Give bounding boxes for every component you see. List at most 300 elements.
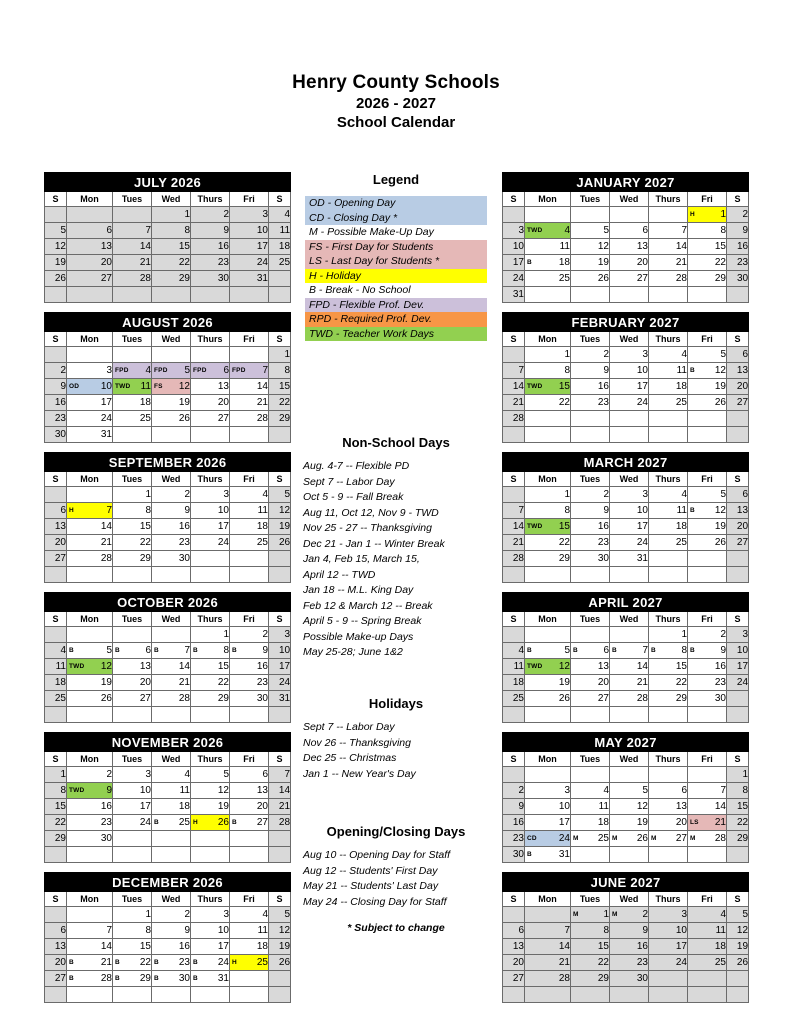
day-cell[interactable] [727,239,749,255]
day-cell[interactable] [649,675,688,691]
day-cell[interactable] [610,379,649,395]
day-cell[interactable] [503,799,525,815]
day-cell[interactable] [191,411,230,427]
day-cell[interactable] [269,519,291,535]
day-cell[interactable] [230,363,269,379]
day-cell[interactable] [525,675,571,691]
day-cell[interactable] [571,923,610,939]
day-cell[interactable] [191,255,230,271]
day-cell[interactable] [45,395,67,411]
day-cell[interactable] [610,659,649,675]
day-cell[interactable] [191,815,230,831]
day-cell[interactable] [191,799,230,815]
day-cell[interactable] [571,659,610,675]
day-cell[interactable] [113,675,152,691]
day-cell[interactable] [191,627,230,643]
day-cell[interactable] [269,659,291,675]
day-cell[interactable] [45,643,67,659]
day-cell[interactable] [525,847,571,863]
day-cell[interactable] [525,923,571,939]
day-cell[interactable] [727,643,749,659]
day-cell[interactable] [67,799,113,815]
day-cell[interactable] [230,627,269,643]
day-cell[interactable] [67,815,113,831]
day-cell[interactable] [67,519,113,535]
day-cell[interactable] [67,503,113,519]
day-cell[interactable] [152,255,191,271]
day-cell[interactable] [727,783,749,799]
day-cell[interactable] [269,503,291,519]
day-cell[interactable] [230,783,269,799]
day-cell[interactable] [67,255,113,271]
day-cell[interactable] [571,395,610,411]
day-cell[interactable] [113,271,152,287]
day-cell[interactable] [45,799,67,815]
day-cell[interactable] [191,971,230,987]
day-cell[interactable] [45,519,67,535]
day-cell[interactable] [610,255,649,271]
day-cell[interactable] [503,287,525,303]
day-cell[interactable] [67,955,113,971]
day-cell[interactable] [727,907,749,923]
day-cell[interactable] [571,971,610,987]
day-cell[interactable] [525,271,571,287]
day-cell[interactable] [191,939,230,955]
day-cell[interactable] [649,271,688,287]
day-cell[interactable] [269,767,291,783]
day-cell[interactable] [152,955,191,971]
day-cell[interactable] [152,239,191,255]
day-cell[interactable] [503,783,525,799]
day-cell[interactable] [688,815,727,831]
day-cell[interactable] [269,223,291,239]
day-cell[interactable] [152,799,191,815]
day-cell[interactable] [610,923,649,939]
day-cell[interactable] [269,363,291,379]
day-cell[interactable] [269,815,291,831]
day-cell[interactable] [67,271,113,287]
day-cell[interactable] [727,675,749,691]
day-cell[interactable] [113,223,152,239]
day-cell[interactable] [152,223,191,239]
day-cell[interactable] [113,691,152,707]
day-cell[interactable] [67,767,113,783]
day-cell[interactable] [230,939,269,955]
day-cell[interactable] [230,271,269,287]
day-cell[interactable] [45,783,67,799]
day-cell[interactable] [503,659,525,675]
day-cell[interactable] [525,831,571,847]
day-cell[interactable] [152,379,191,395]
day-cell[interactable] [649,691,688,707]
day-cell[interactable] [571,255,610,271]
day-cell[interactable] [269,535,291,551]
day-cell[interactable] [571,815,610,831]
day-cell[interactable] [230,955,269,971]
day-cell[interactable] [113,955,152,971]
day-cell[interactable] [727,831,749,847]
day-cell[interactable] [152,487,191,503]
day-cell[interactable] [230,255,269,271]
day-cell[interactable] [191,907,230,923]
day-cell[interactable] [649,503,688,519]
day-cell[interactable] [610,939,649,955]
day-cell[interactable] [503,255,525,271]
day-cell[interactable] [727,207,749,223]
day-cell[interactable] [571,643,610,659]
day-cell[interactable] [191,519,230,535]
day-cell[interactable] [525,503,571,519]
day-cell[interactable] [503,535,525,551]
day-cell[interactable] [525,659,571,675]
day-cell[interactable] [503,955,525,971]
day-cell[interactable] [525,223,571,239]
day-cell[interactable] [571,223,610,239]
day-cell[interactable] [688,831,727,847]
day-cell[interactable] [45,923,67,939]
day-cell[interactable] [571,551,610,567]
day-cell[interactable] [503,815,525,831]
day-cell[interactable] [45,379,67,395]
day-cell[interactable] [191,207,230,223]
day-cell[interactable] [230,799,269,815]
day-cell[interactable] [45,659,67,675]
day-cell[interactable] [525,519,571,535]
day-cell[interactable] [525,971,571,987]
day-cell[interactable] [67,363,113,379]
day-cell[interactable] [230,643,269,659]
day-cell[interactable] [649,831,688,847]
day-cell[interactable] [45,551,67,567]
day-cell[interactable] [67,659,113,675]
day-cell[interactable] [230,223,269,239]
day-cell[interactable] [649,347,688,363]
day-cell[interactable] [269,487,291,503]
day-cell[interactable] [191,395,230,411]
day-cell[interactable] [67,691,113,707]
day-cell[interactable] [649,939,688,955]
day-cell[interactable] [45,363,67,379]
day-cell[interactable] [727,767,749,783]
day-cell[interactable] [230,519,269,535]
day-cell[interactable] [152,551,191,567]
day-cell[interactable] [152,675,191,691]
day-cell[interactable] [113,411,152,427]
day-cell[interactable] [525,691,571,707]
day-cell[interactable] [503,503,525,519]
day-cell[interactable] [571,783,610,799]
day-cell[interactable] [688,535,727,551]
day-cell[interactable] [688,395,727,411]
day-cell[interactable] [525,955,571,971]
day-cell[interactable] [649,627,688,643]
day-cell[interactable] [571,691,610,707]
day-cell[interactable] [688,519,727,535]
day-cell[interactable] [67,411,113,427]
day-cell[interactable] [191,675,230,691]
day-cell[interactable] [688,691,727,707]
day-cell[interactable] [727,955,749,971]
day-cell[interactable] [610,691,649,707]
day-cell[interactable] [67,939,113,955]
day-cell[interactable] [688,363,727,379]
day-cell[interactable] [610,503,649,519]
day-cell[interactable] [649,923,688,939]
day-cell[interactable] [727,923,749,939]
day-cell[interactable] [67,239,113,255]
day-cell[interactable] [525,239,571,255]
day-cell[interactable] [45,223,67,239]
day-cell[interactable] [191,271,230,287]
day-cell[interactable] [503,395,525,411]
day-cell[interactable] [67,379,113,395]
day-cell[interactable] [649,643,688,659]
day-cell[interactable] [727,519,749,535]
day-cell[interactable] [688,659,727,675]
day-cell[interactable] [610,535,649,551]
day-cell[interactable] [610,955,649,971]
day-cell[interactable] [230,675,269,691]
day-cell[interactable] [152,767,191,783]
day-cell[interactable] [571,907,610,923]
day-cell[interactable] [727,223,749,239]
day-cell[interactable] [525,939,571,955]
day-cell[interactable] [230,239,269,255]
day-cell[interactable] [649,535,688,551]
day-cell[interactable] [688,223,727,239]
day-cell[interactable] [503,363,525,379]
day-cell[interactable] [113,799,152,815]
day-cell[interactable] [688,503,727,519]
day-cell[interactable] [113,487,152,503]
day-cell[interactable] [113,643,152,659]
day-cell[interactable] [269,411,291,427]
day-cell[interactable] [67,551,113,567]
day-cell[interactable] [649,783,688,799]
day-cell[interactable] [727,815,749,831]
day-cell[interactable] [727,939,749,955]
day-cell[interactable] [45,971,67,987]
day-cell[interactable] [610,799,649,815]
day-cell[interactable] [269,939,291,955]
day-cell[interactable] [525,551,571,567]
day-cell[interactable] [113,971,152,987]
day-cell[interactable] [610,815,649,831]
day-cell[interactable] [688,487,727,503]
day-cell[interactable] [113,519,152,535]
day-cell[interactable] [45,535,67,551]
day-cell[interactable] [649,487,688,503]
day-cell[interactable] [230,535,269,551]
day-cell[interactable] [649,223,688,239]
day-cell[interactable] [525,799,571,815]
day-cell[interactable] [113,379,152,395]
day-cell[interactable] [152,643,191,659]
day-cell[interactable] [45,939,67,955]
day-cell[interactable] [727,627,749,643]
day-cell[interactable] [45,239,67,255]
day-cell[interactable] [67,831,113,847]
day-cell[interactable] [269,207,291,223]
day-cell[interactable] [269,239,291,255]
day-cell[interactable] [67,783,113,799]
day-cell[interactable] [269,907,291,923]
day-cell[interactable] [269,923,291,939]
day-cell[interactable] [727,347,749,363]
day-cell[interactable] [610,643,649,659]
day-cell[interactable] [503,847,525,863]
day-cell[interactable] [191,535,230,551]
day-cell[interactable] [571,271,610,287]
day-cell[interactable] [230,503,269,519]
day-cell[interactable] [45,271,67,287]
day-cell[interactable] [113,255,152,271]
day-cell[interactable] [525,379,571,395]
day-cell[interactable] [152,691,191,707]
day-cell[interactable] [649,955,688,971]
day-cell[interactable] [269,799,291,815]
day-cell[interactable] [45,767,67,783]
day-cell[interactable] [152,815,191,831]
day-cell[interactable] [571,503,610,519]
day-cell[interactable] [230,379,269,395]
day-cell[interactable] [525,783,571,799]
day-cell[interactable] [571,487,610,503]
day-cell[interactable] [45,427,67,443]
day-cell[interactable] [152,363,191,379]
day-cell[interactable] [45,831,67,847]
day-cell[interactable] [152,659,191,675]
day-cell[interactable] [191,767,230,783]
day-cell[interactable] [503,971,525,987]
day-cell[interactable] [45,955,67,971]
day-cell[interactable] [191,239,230,255]
day-cell[interactable] [152,395,191,411]
day-cell[interactable] [113,395,152,411]
day-cell[interactable] [610,239,649,255]
day-cell[interactable] [113,659,152,675]
day-cell[interactable] [688,239,727,255]
day-cell[interactable] [230,691,269,707]
day-cell[interactable] [727,503,749,519]
day-cell[interactable] [688,799,727,815]
day-cell[interactable] [269,783,291,799]
day-cell[interactable] [649,379,688,395]
day-cell[interactable] [152,783,191,799]
day-cell[interactable] [67,643,113,659]
day-cell[interactable] [191,783,230,799]
day-cell[interactable] [113,503,152,519]
day-cell[interactable] [525,255,571,271]
day-cell[interactable] [571,347,610,363]
day-cell[interactable] [113,535,152,551]
day-cell[interactable] [113,923,152,939]
day-cell[interactable] [688,347,727,363]
day-cell[interactable] [503,551,525,567]
day-cell[interactable] [503,271,525,287]
day-cell[interactable] [269,379,291,395]
day-cell[interactable] [269,691,291,707]
day-cell[interactable] [152,503,191,519]
day-cell[interactable] [503,519,525,535]
day-cell[interactable] [191,363,230,379]
day-cell[interactable] [152,923,191,939]
day-cell[interactable] [571,535,610,551]
day-cell[interactable] [269,643,291,659]
day-cell[interactable] [571,239,610,255]
day-cell[interactable] [152,939,191,955]
day-cell[interactable] [649,815,688,831]
day-cell[interactable] [525,395,571,411]
day-cell[interactable] [688,939,727,955]
day-cell[interactable] [269,347,291,363]
day-cell[interactable] [610,519,649,535]
day-cell[interactable] [230,767,269,783]
day-cell[interactable] [113,783,152,799]
day-cell[interactable] [191,503,230,519]
day-cell[interactable] [649,907,688,923]
day-cell[interactable] [727,799,749,815]
day-cell[interactable] [571,675,610,691]
day-cell[interactable] [649,395,688,411]
day-cell[interactable] [152,271,191,287]
day-cell[interactable] [230,207,269,223]
day-cell[interactable] [688,907,727,923]
day-cell[interactable] [152,411,191,427]
day-cell[interactable] [525,347,571,363]
day-cell[interactable] [525,363,571,379]
day-cell[interactable] [503,831,525,847]
day-cell[interactable] [503,675,525,691]
day-cell[interactable] [610,487,649,503]
day-cell[interactable] [525,535,571,551]
day-cell[interactable] [45,691,67,707]
day-cell[interactable] [727,379,749,395]
day-cell[interactable] [269,395,291,411]
day-cell[interactable] [67,223,113,239]
day-cell[interactable] [45,503,67,519]
day-cell[interactable] [525,487,571,503]
day-cell[interactable] [67,675,113,691]
day-cell[interactable] [67,535,113,551]
day-cell[interactable] [571,939,610,955]
day-cell[interactable] [610,363,649,379]
day-cell[interactable] [503,411,525,427]
day-cell[interactable] [67,395,113,411]
day-cell[interactable] [688,955,727,971]
day-cell[interactable] [571,379,610,395]
day-cell[interactable] [688,923,727,939]
day-cell[interactable] [503,643,525,659]
day-cell[interactable] [67,427,113,443]
day-cell[interactable] [503,939,525,955]
day-cell[interactable] [45,675,67,691]
day-cell[interactable] [727,487,749,503]
day-cell[interactable] [610,783,649,799]
day-cell[interactable] [67,971,113,987]
day-cell[interactable] [688,255,727,271]
day-cell[interactable] [230,411,269,427]
day-cell[interactable] [191,223,230,239]
day-cell[interactable] [152,207,191,223]
day-cell[interactable] [269,675,291,691]
day-cell[interactable] [688,271,727,287]
day-cell[interactable] [191,691,230,707]
day-cell[interactable] [269,627,291,643]
day-cell[interactable] [191,643,230,659]
day-cell[interactable] [688,627,727,643]
day-cell[interactable] [610,831,649,847]
